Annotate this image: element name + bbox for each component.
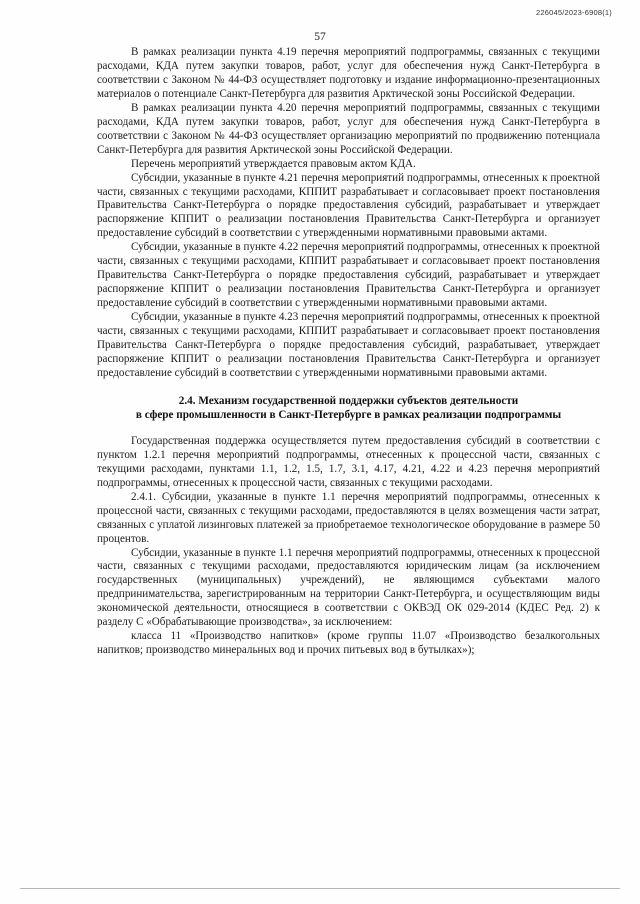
paragraph-events-list: Перечень мероприятий утверждается правовым актом КДА. bbox=[131, 157, 416, 170]
section-heading-line-1: 2.4. Механизм государственной поддержки субъектов деятельности bbox=[178, 394, 519, 407]
paragraph-item-4-20: В рамках реализации пункта 4.20 перечня мероприятий подпрограммы, связанных с текущими расходами, КДА путем закупки товаров, работ, услуг для обеспечения нужд Санкт-Петербурга в соответствии с Законом № 44-ФЗ осуществляет организацию мероприятий по продвижению потенциала Санкт-Петербурга для развития Арктической зоны Российской Федерации. bbox=[97, 101, 600, 156]
paragraph-item-4-21: Субсидии, указанные в пункте 4.21 перечня мероприятий подпрограммы, отнесенных к проектной части, связанных с текущими расходами, КППИТ разрабатывает и согласовывает проект постановления Правительства Санкт-Петербурга о порядке предоставления субсидий, разрабатывает и утверждает распоряжение КППИТ о реализации постановления Правительства Санкт-Петербурга и организует предоставление субсидий в соответствии с утвержденными нормативными правовыми актами. bbox=[97, 171, 600, 240]
section-heading-2-4 bbox=[97, 394, 600, 422]
paragraph-subsidy-recipients: Субсидии, указанные в пункте 1.1 перечня мероприятий подпрограммы, отнесенных к процессной части, связанных с текущими расходами, предоставляются юридическим лицам (за исключением государственных (муниципальных) учреждений), не являющимся субъектами малого предпринимательства, зарегистрированным на территории Санкт-Петербурга, и осуществляющим виды экономической деятельности, относящиеся в соответствии с ОКВЭД ОК 029-2014 (КДЕС Ред. 2) к разделу С «Обрабатывающие производства», за исключением: bbox=[97, 546, 600, 629]
paragraph-item-4-19: В рамках реализации пункта 4.19 перечня мероприятий подпрограммы, связанных с текущими расходами, КДА путем закупки товаров, работ, услуг для обеспечения нужд Санкт-Петербурга в соответствии с Законом № 44-ФЗ осуществляет подготовку и издание информационно-презентационных материалов о потенциале Санкт-Петербурга для развития Арктической зоны Российской Федерации. bbox=[97, 46, 600, 100]
paragraph-state-support: Государственная поддержка осуществляется путем предоставления субсидий в соответствии с пунктом 1.2.1 перечня мероприятий подпрограммы, отнесенных к процессной части, связанных с текущими расходами, пунктами 1.1, 1.2, 1.5, 1.7, 3.1, 4.17, 4.21, 4.22 и 4.23 перечня мероприятий подпрограммы, отнесенных к процессной части, связанных с текущими расходами. bbox=[97, 434, 600, 489]
paragraph-item-4-23: Субсидии, указанные в пункте 4.23 перечня мероприятий подпрограммы, отнесенных к проектной части, связанных с текущими расходами, КППИТ разрабатывает и согласовывает проект постановления Правительства Санкт-Петербурга о порядке предоставления субсидий, разрабатывает, утверждает распоряжение КППИТ о реализации постановления Правительства Санкт-Петербурга и организует предоставление субсидий в соответствии с утвержденными нормативными правовыми актами. bbox=[97, 311, 600, 379]
paragraph-item-4-22: Субсидии, указанные в пункте 4.22 перечня мероприятий подпрограммы, отнесенных к проектной части, связанных с текущими расходами, КППИТ разрабатывает и согласовывает проект постановления Правительства Санкт-Петербурга о порядке предоставления субсидий, разрабатывает и утверждает распоряжение КППИТ о реализации постановления Правительства Санкт-Петербурга и организует предоставление субсидий в соответствии с утвержденными нормативными правовыми актами. bbox=[97, 241, 600, 310]
paragraph-2-4-1: 2.4.1. Субсидии, указанные в пункте 1.1 перечня мероприятий подпрограммы, отнесенных к процессной части, связанных с текущими расходами, предоставляются в целях возмещения части затрат, связанных с уплатой лизинговых платежей за приобретаемое технологическое оборудование в размере 50 процентов. bbox=[97, 490, 600, 545]
section-heading-line-2: в сфере промышленности в Санкт-Петербурге в рамках реализации подпрограммы bbox=[135, 408, 562, 421]
document-body bbox=[97, 46, 600, 658]
document-registration-number: 226045/2023-6908(1) bbox=[536, 8, 612, 17]
bottom-scan-line bbox=[20, 888, 620, 889]
page-number: 57 bbox=[314, 31, 326, 43]
paragraph-exception-class-11: класса 11 «Производство напитков» (кроме группы 11.07 «Производство безалкогольных напитков; производство минеральных вод и прочих питьевых вод в бутылках»); bbox=[97, 630, 600, 657]
